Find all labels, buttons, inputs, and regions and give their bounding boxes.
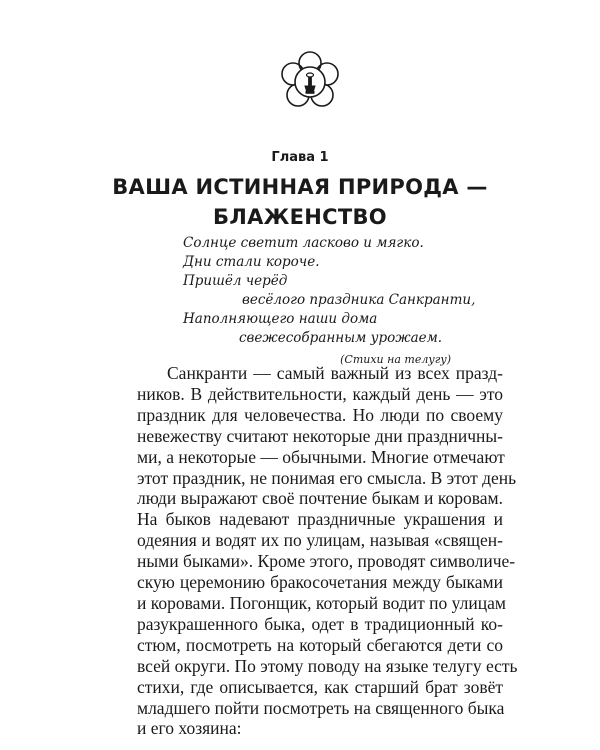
poem-line: Солнце светит ласково и мягко.	[183, 235, 424, 251]
text-line: ми, а некоторые — обычными. Многие отмечают	[137, 446, 505, 467]
chapter-title	[0, 172, 600, 232]
text-line: ников. В действительности, каждый день — это	[137, 383, 503, 404]
poem-line: весёлого праздника Санкранти,	[242, 292, 476, 308]
text-line: стихи, где описывается, как старший брат зовёт	[137, 676, 503, 697]
body-paragraph	[137, 363, 518, 739]
poem-line: Дни стали короче.	[183, 254, 320, 270]
text-line: всей округи. По этому поводу на языке телугу есть	[137, 655, 518, 676]
text-line: этот праздник, не понимая его смысла. В этот день	[137, 467, 517, 488]
text-line: стюм, посмотреть на который сбегаются дети со	[137, 634, 503, 655]
text-line: праздник для человечества. Но люди по своему	[137, 404, 503, 425]
text-line: ными быками». Кроме этого, проводят символиче-	[137, 551, 516, 572]
poem-line: Наполняющего наши дома	[183, 311, 378, 327]
chapter-title-line: БЛАЖЕНСТВО	[213, 205, 387, 229]
text-line: и коровами. Погонщик, который водит по улицам	[137, 592, 506, 613]
epigraph-poem	[183, 234, 513, 369]
lotus-emblem-icon	[276, 46, 344, 118]
text-line: Санкранти — самый важный из всех празд-	[167, 363, 503, 383]
text-line: люди выражают своё почтение быкам и коровам.	[137, 488, 503, 509]
text-line: младшего пойти посмотреть на священного быка	[137, 697, 505, 718]
poem-line: Пришёл черёд	[183, 273, 288, 289]
text-line: скую церемонию бракосочетания между быками	[137, 572, 503, 593]
text-line: и его хозяина:	[137, 718, 242, 739]
poem-line: свежесобранным урожаем.	[239, 330, 443, 346]
poem-source: (Стихи на телугу)	[340, 353, 451, 366]
text-line: невежеству считают некоторые дни праздничны-	[137, 425, 503, 446]
text-line: разукрашенного быка, одет в традиционный ко-	[137, 613, 503, 634]
chapter-label: Глава 1	[271, 150, 329, 165]
text-line: На быков надевают праздничные украшения и	[137, 509, 503, 530]
chapter-title-line: ВАША ИСТИННАЯ ПРИРОДА —	[112, 175, 488, 199]
text-line: одеяния и водят их по улицам, называя «священ-	[137, 530, 503, 551]
